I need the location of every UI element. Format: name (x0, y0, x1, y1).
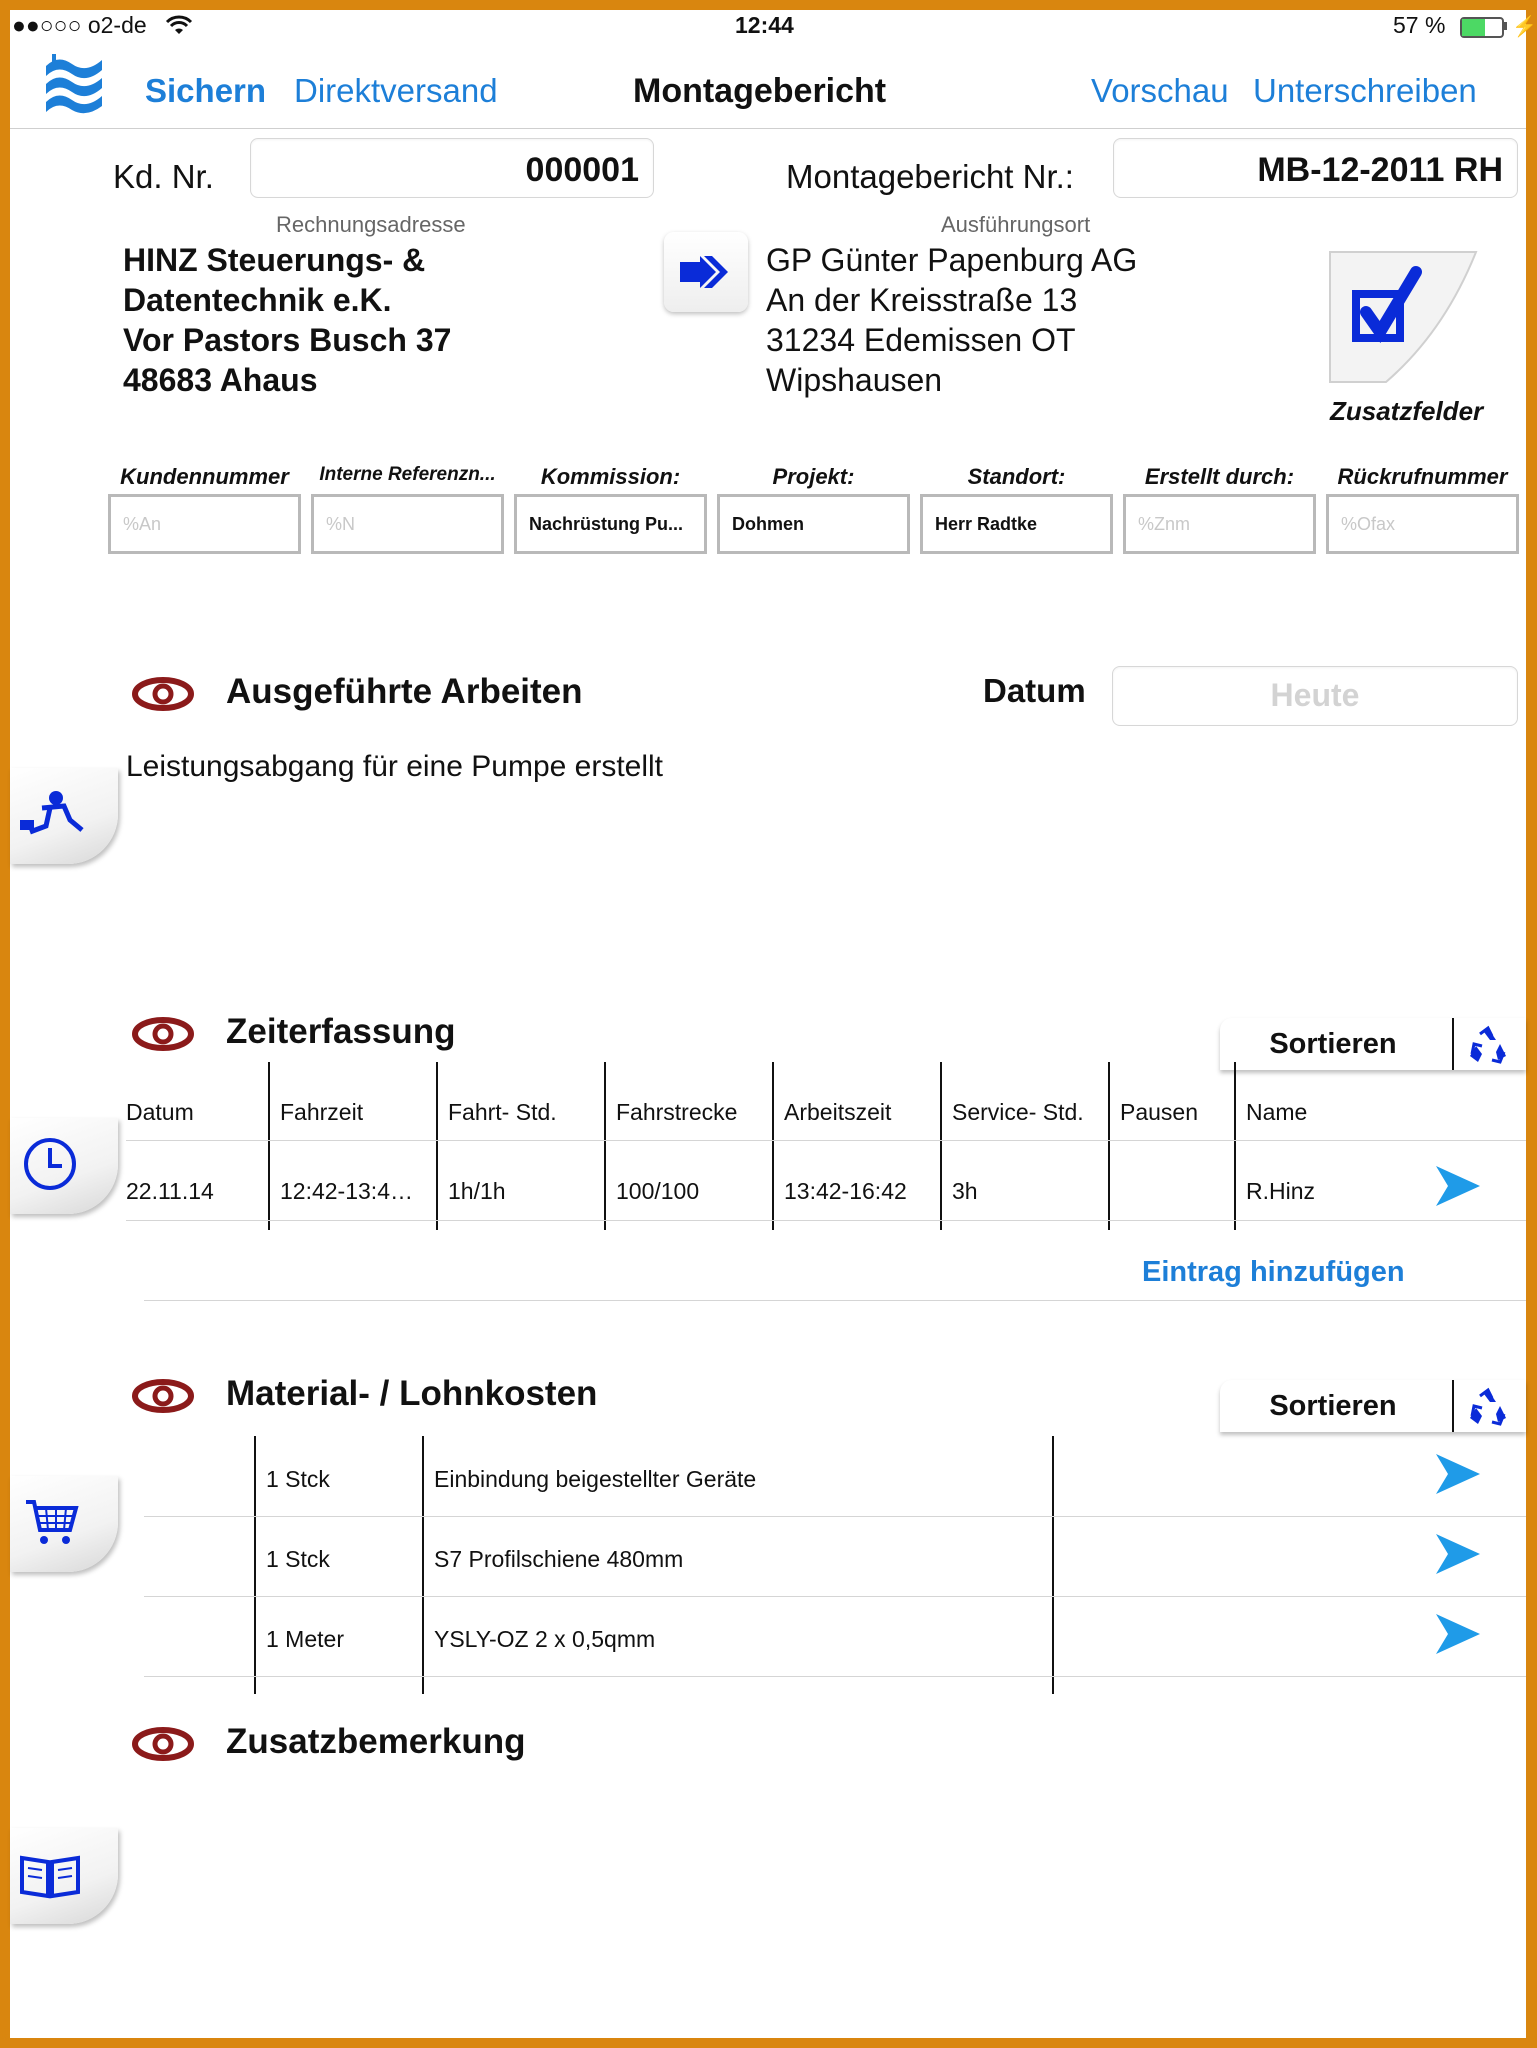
preview-button[interactable]: Vorschau (1091, 72, 1229, 109)
material-quantity: 1 Stck (266, 1546, 330, 1572)
app-logo-icon (40, 50, 110, 116)
list-item[interactable] (144, 1438, 1526, 1516)
report-no-value: MB-12-2011 RH (1257, 151, 1503, 189)
row-divider (144, 1596, 1526, 1597)
field-label: Erstellt durch: (1144, 464, 1295, 489)
sign-button[interactable]: Unterschreiben (1253, 72, 1477, 109)
add-entry-button[interactable]: Eintrag hinzufügen (1142, 1256, 1405, 1288)
column-header: Datum (126, 1099, 194, 1125)
recycle-icon[interactable] (1466, 1024, 1510, 1066)
materials-sort-button[interactable]: Sortieren (1269, 1389, 1397, 1422)
billing-caption: Rechnungsadresse (276, 212, 466, 237)
sort-divider (1452, 1018, 1454, 1070)
app-window (10, 10, 1537, 2038)
divider (144, 1300, 1526, 1301)
column-header: Fahrstrecke (616, 1099, 738, 1125)
billing-address[interactable] (123, 240, 451, 400)
row-divider (126, 1220, 1526, 1221)
date-placeholder: Heute (1270, 677, 1360, 713)
sort-divider (1452, 1380, 1454, 1432)
field-value: Nachrüstung Pu... (529, 513, 684, 534)
side-tab-materials[interactable] (10, 1476, 118, 1572)
site-line: GP Günter Papenburg AG (766, 242, 1138, 278)
table-cell: 12:42-13:4… (280, 1178, 413, 1204)
table-cell: 1h/1h (448, 1178, 506, 1204)
report-no-field[interactable] (1113, 138, 1518, 198)
checkbox-check-icon (1326, 242, 1486, 392)
worker-icon (16, 786, 96, 846)
time-tracking-title: Zeiterfassung (226, 1012, 456, 1051)
side-tab-catalog[interactable] (10, 1828, 118, 1924)
field-label: Kundennummer (120, 464, 289, 489)
field-input[interactable] (1123, 494, 1316, 554)
column-header: Name (1246, 1099, 1308, 1125)
carrier-label: ●●○○○ o2-de (12, 12, 147, 38)
battery-tip (1504, 22, 1507, 30)
field-label: Interne Referenzn... (319, 464, 496, 485)
side-tab-work[interactable] (10, 768, 118, 864)
charging-icon: ⚡ (1512, 16, 1537, 38)
field-value: %Ofax (1341, 513, 1396, 534)
site-line: Wipshausen (766, 362, 943, 398)
clock-icon (20, 1134, 80, 1194)
eye-icon[interactable] (132, 1378, 194, 1414)
billing-line: 48683 Ahaus (123, 362, 318, 398)
clock: 12:44 (735, 12, 794, 38)
field-label: Rückrufnummer (1337, 464, 1508, 489)
work-text[interactable]: Leistungsabgang für eine Pumpe erstellt (126, 750, 664, 783)
recycle-icon[interactable] (1466, 1386, 1510, 1428)
site-caption: Ausführungsort (941, 212, 1091, 237)
table-cell: 3h (952, 1178, 978, 1204)
direct-send-button[interactable]: Direktversand (294, 72, 498, 109)
page-title: Montagebericht (633, 72, 887, 110)
field-value: Herr Radtke (935, 513, 1038, 534)
row-divider (144, 1676, 1526, 1677)
battery-percent: 57 % (1393, 12, 1446, 38)
forward-arrow-icon (664, 232, 748, 312)
field-label: Kommission: (540, 464, 681, 489)
copy-address-button[interactable] (664, 232, 748, 312)
table-cell: 22.11.14 (126, 1178, 214, 1204)
remarks-title: Zusatzbemerkung (226, 1722, 526, 1761)
open-entry-arrow-icon[interactable] (1434, 1452, 1482, 1496)
field-value: Dohmen (732, 513, 804, 534)
eye-icon[interactable] (132, 676, 194, 712)
table-cell: R.Hinz (1246, 1178, 1316, 1204)
field-input[interactable] (1326, 494, 1519, 554)
book-icon (18, 1844, 82, 1904)
field-value: %Znm (1138, 513, 1191, 534)
customer-no-value: 000001 (525, 151, 639, 189)
field-value: %An (123, 513, 162, 534)
billing-line: Vor Pastors Busch 37 (123, 322, 452, 358)
column-header: Fahrt- Std. (448, 1099, 557, 1125)
nav-divider (10, 128, 1526, 129)
site-address[interactable] (766, 240, 1137, 400)
open-entry-arrow-icon[interactable] (1434, 1164, 1482, 1208)
material-quantity: 1 Stck (266, 1466, 330, 1492)
table-cell: 13:42-16:42 (784, 1178, 907, 1204)
eye-icon[interactable] (132, 1726, 194, 1762)
wifi-icon (166, 16, 192, 36)
column-header: Arbeitszeit (784, 1099, 892, 1125)
side-tab-time[interactable] (10, 1118, 118, 1214)
time-sort-bar (1220, 1018, 1526, 1070)
material-description: S7 Profilschiene 480mm (434, 1546, 684, 1572)
billing-line: HINZ Steuerungs- & (123, 242, 426, 278)
work-title: Ausgeführte Arbeiten (226, 672, 583, 711)
extra-fields-label: Zusatzfelder (1330, 396, 1484, 426)
column-header: Pausen (1120, 1099, 1199, 1125)
column-header: Service- Std. (952, 1099, 1084, 1125)
field-input[interactable] (108, 494, 301, 554)
row-divider (126, 1140, 1526, 1141)
column-header: Fahrzeit (280, 1099, 364, 1125)
table-cell: 100/100 (616, 1178, 700, 1204)
material-quantity: 1 Meter (266, 1626, 344, 1652)
date-field[interactable] (1112, 666, 1518, 726)
field-input[interactable] (717, 494, 910, 554)
list-item[interactable] (144, 1598, 1526, 1676)
date-label: Datum (983, 672, 1086, 709)
material-description: Einbindung beigestellter Geräte (434, 1466, 757, 1492)
battery-icon (1460, 17, 1504, 38)
row-divider (144, 1516, 1526, 1517)
extra-fields-button[interactable] (1326, 242, 1486, 392)
field-label: Standort: (967, 464, 1066, 489)
materials-sort-bar (1220, 1380, 1526, 1432)
field-input[interactable] (311, 494, 504, 554)
open-entry-arrow-icon[interactable] (1434, 1532, 1482, 1576)
save-button[interactable]: Sichern (145, 72, 267, 109)
customer-no-label: Kd. Nr. (113, 158, 214, 195)
field-input[interactable] (514, 494, 707, 554)
field-label: Projekt: (772, 464, 855, 489)
customer-no-field[interactable] (250, 138, 654, 198)
site-line: 31234 Edemissen OT (766, 322, 1076, 358)
field-value: %N (326, 513, 356, 534)
shopping-cart-icon (22, 1492, 82, 1552)
time-sort-button[interactable]: Sortieren (1269, 1027, 1397, 1060)
materials-title: Material- / Lohnkosten (226, 1374, 598, 1413)
eye-icon[interactable] (132, 1016, 194, 1052)
material-description: YSLY-OZ 2 x 0,5qmm (434, 1626, 656, 1652)
open-entry-arrow-icon[interactable] (1434, 1612, 1482, 1656)
list-item[interactable] (144, 1518, 1526, 1596)
report-no-label: Montagebericht Nr.: (786, 158, 1074, 195)
field-input[interactable] (920, 494, 1113, 554)
site-line: An der Kreisstraße 13 (766, 282, 1078, 318)
billing-line: Datentechnik e.K. (123, 282, 392, 318)
